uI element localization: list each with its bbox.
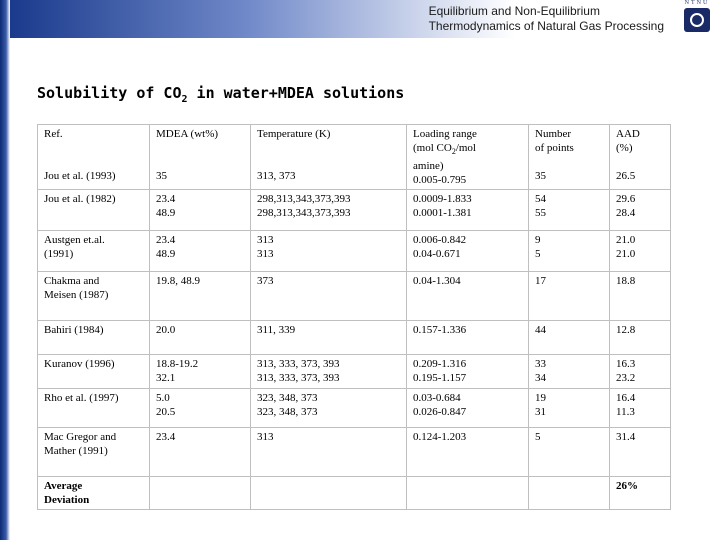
logo-text: NTNU: [684, 0, 710, 6]
cell-points: 9 5: [529, 231, 610, 272]
footer-label: Average Deviation: [38, 477, 150, 510]
col-mdea: MDEA (wt%) 35: [150, 125, 251, 190]
cell-temp-0: 313, 373: [257, 170, 296, 182]
col-points: Number of points 35: [529, 125, 610, 190]
cell-aad: 21.0 21.0: [610, 231, 671, 272]
cell-ref: Kuranov (1996): [38, 355, 150, 389]
footer-row: [38, 477, 671, 510]
cell-aad-0: 26.5: [616, 170, 636, 182]
cell-ref-0: Jou et al. (1993): [44, 170, 116, 182]
cell-aad: 16.3 23.2: [610, 355, 671, 389]
cell-temp: 313, 333, 373, 393 313, 333, 373, 393: [251, 355, 407, 389]
cell-ref: Austgen et.al. (1991): [38, 231, 150, 272]
cell-aad: 12.8: [610, 321, 671, 355]
logo-mark-icon: [684, 8, 710, 32]
cell-loading: 0.124-1.203: [407, 428, 529, 477]
cell-temp: 298,313,343,373,393 298,313,343,373,393: [251, 190, 407, 231]
cell-loading: 0.04-1.304: [407, 272, 529, 321]
cell-ref: Rho et al. (1997): [38, 389, 150, 428]
cell-aad: 29.6 28.4: [610, 190, 671, 231]
cell-mdea: 19.8, 48.9: [150, 272, 251, 321]
table-row: [38, 321, 671, 355]
cell-mdea: 23.4 48.9: [150, 190, 251, 231]
table-row: [38, 190, 671, 231]
cell-aad: 31.4: [610, 428, 671, 477]
table-row: [38, 389, 671, 428]
cell-ref: Bahiri (1984): [38, 321, 150, 355]
cell-mdea-0: 35: [156, 170, 167, 182]
footer-aad: 26%: [616, 480, 638, 493]
cell-loading: 0.0009-1.833 0.0001-1.381: [407, 190, 529, 231]
cell-ref: Mac Gregor and Mather (1991): [38, 428, 150, 477]
cell-mdea: 23.4 48.9: [150, 231, 251, 272]
cell-temp: 311, 339: [251, 321, 407, 355]
cell-points: 17: [529, 272, 610, 321]
header-and-first-row: [38, 125, 671, 190]
cell-loading: 0.03-0.684 0.026-0.847: [407, 389, 529, 428]
cell-loading: 0.157-1.336: [407, 321, 529, 355]
header-line-2: Thermodynamics of Natural Gas Processing: [428, 19, 664, 33]
cell-mdea: 18.8-19.2 32.1: [150, 355, 251, 389]
header-title: [429, 4, 664, 34]
cell-aad: 16.4 11.3: [610, 389, 671, 428]
cell-temp: 313 313: [251, 231, 407, 272]
cell-mdea: 20.0: [150, 321, 251, 355]
cell-ref: Chakma and Meisen (1987): [38, 272, 150, 321]
cell-mdea: 5.0 20.5: [150, 389, 251, 428]
cell-ref: Jou et al. (1982): [38, 190, 150, 231]
cell-aad: 18.8: [610, 272, 671, 321]
cell-points: 54 55: [529, 190, 610, 231]
col-ref: Ref. Jou et al. (1993): [38, 125, 150, 190]
ntnu-logo: [682, 0, 712, 34]
cell-temp: 373: [251, 272, 407, 321]
cell-temp: 313: [251, 428, 407, 477]
slide-title: Solubility of $CO_2$ in water+MDEA solutions: [37, 84, 405, 105]
cell-temp: 323, 348, 373 323, 348, 373: [251, 389, 407, 428]
cell-points: 19 31: [529, 389, 610, 428]
cell-mdea: 23.4: [150, 428, 251, 477]
cell-loading: 0.209-1.316 0.195-1.157: [407, 355, 529, 389]
col-temp: Temperature (K) 313, 373: [251, 125, 407, 190]
table-row: [38, 428, 671, 477]
cell-loading: 0.006-0.842 0.04-0.671: [407, 231, 529, 272]
cell-points: 44: [529, 321, 610, 355]
table-row: [38, 355, 671, 389]
cell-points-0: 35: [535, 170, 546, 182]
table-row: [38, 272, 671, 321]
table-row: [38, 231, 671, 272]
cell-loading-0: 0.005-0.795: [413, 174, 467, 187]
cell-points: 33 34: [529, 355, 610, 389]
col-loading: Loading range (mol $CO_2$/mol amine) 0.005-0.795: [407, 125, 529, 190]
left-decor-band: [0, 0, 10, 540]
cell-points: 5: [529, 428, 610, 477]
header-line-1: Equilibrium and Non-Equilibrium: [428, 4, 600, 18]
col-aad: AAD (%) 26.5: [610, 125, 671, 190]
solubility-table: [37, 124, 671, 510]
